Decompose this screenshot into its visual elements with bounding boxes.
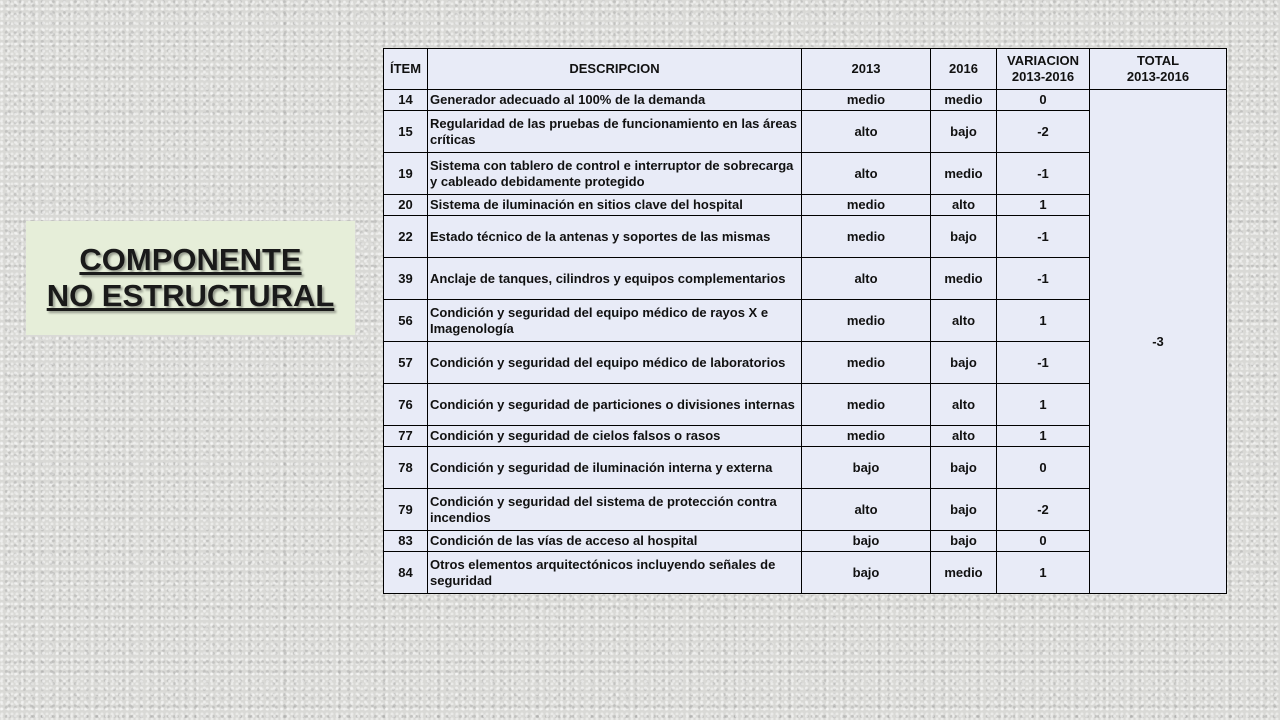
title-line-2: NO ESTRUCTURAL <box>46 278 335 313</box>
row-description: Condición de las vías de acceso al hospital <box>428 531 802 552</box>
row-variation: -2 <box>997 111 1090 153</box>
row-2016: bajo <box>931 216 997 258</box>
row-description: Estado técnico de la antenas y soportes de las mismas <box>428 216 802 258</box>
component-title-box <box>26 221 355 335</box>
row-2016: bajo <box>931 342 997 384</box>
row-description: Generador adecuado al 100% de la demanda <box>428 90 802 111</box>
row-description: Regularidad de las pruebas de funcionamiento en las áreas críticas <box>428 111 802 153</box>
row-variation: 0 <box>997 90 1090 111</box>
row-description: Condición y seguridad del sistema de protección contra incendios <box>428 489 802 531</box>
row-2013: medio <box>802 342 931 384</box>
header-item: ÍTEM <box>384 49 428 90</box>
row-2013: alto <box>802 111 931 153</box>
row-description: Condición y seguridad de cielos falsos o rasos <box>428 426 802 447</box>
row-variation: 0 <box>997 447 1090 489</box>
row-description: Anclaje de tanques, cilindros y equipos complementarios <box>428 258 802 300</box>
row-item: 19 <box>384 153 428 195</box>
row-variation: 0 <box>997 531 1090 552</box>
total-value: -3 <box>1090 90 1227 594</box>
row-variation: 1 <box>997 300 1090 342</box>
row-2013: medio <box>802 195 931 216</box>
row-2013: alto <box>802 489 931 531</box>
row-2013: bajo <box>802 447 931 489</box>
row-item: 84 <box>384 552 428 594</box>
row-description: Condición y seguridad de iluminación interna y externa <box>428 447 802 489</box>
variation-table <box>383 48 1227 594</box>
row-description: Condición y seguridad del equipo médico de laboratorios <box>428 342 802 384</box>
table-header-row <box>384 49 1227 90</box>
row-variation: 1 <box>997 552 1090 594</box>
row-item: 22 <box>384 216 428 258</box>
row-2013: medio <box>802 90 931 111</box>
row-variation: -2 <box>997 489 1090 531</box>
table-row <box>384 90 1227 111</box>
header-total-label: TOTAL <box>1136 53 1180 68</box>
row-2016: bajo <box>931 447 997 489</box>
row-2013: medio <box>802 300 931 342</box>
row-2013: alto <box>802 258 931 300</box>
row-variation: 1 <box>997 384 1090 426</box>
row-description: Otros elementos arquitectónicos incluyendo señales de seguridad <box>428 552 802 594</box>
row-2016: medio <box>931 90 997 111</box>
row-2013: medio <box>802 216 931 258</box>
row-item: 39 <box>384 258 428 300</box>
row-item: 56 <box>384 300 428 342</box>
header-variation-range: 2013-2016 <box>1011 69 1075 84</box>
row-variation: 1 <box>997 195 1090 216</box>
row-item: 78 <box>384 447 428 489</box>
row-description: Condición y seguridad de particiones o divisiones internas <box>428 384 802 426</box>
row-2013: bajo <box>802 552 931 594</box>
row-2016: bajo <box>931 489 997 531</box>
row-item: 79 <box>384 489 428 531</box>
header-2013: 2013 <box>802 49 931 90</box>
row-2016: bajo <box>931 111 997 153</box>
row-2016: alto <box>931 300 997 342</box>
header-description: DESCRIPCION <box>428 49 802 90</box>
row-2016: medio <box>931 153 997 195</box>
row-item: 14 <box>384 90 428 111</box>
header-variation-label: VARIACION <box>1007 53 1079 68</box>
row-description: Sistema de iluminación en sitios clave del hospital <box>428 195 802 216</box>
row-variation: -1 <box>997 342 1090 384</box>
row-item: 76 <box>384 384 428 426</box>
row-2013: medio <box>802 426 931 447</box>
row-2013: bajo <box>802 531 931 552</box>
header-variation <box>997 49 1090 90</box>
row-description: Sistema con tablero de control e interruptor de sobrecarga y cableado debidamente protegido <box>428 153 802 195</box>
row-2016: medio <box>931 258 997 300</box>
row-item: 20 <box>384 195 428 216</box>
row-variation: -1 <box>997 153 1090 195</box>
row-item: 83 <box>384 531 428 552</box>
row-2016: alto <box>931 195 997 216</box>
row-2016: alto <box>931 384 997 426</box>
row-2016: medio <box>931 552 997 594</box>
row-item: 77 <box>384 426 428 447</box>
row-item: 15 <box>384 111 428 153</box>
row-item: 57 <box>384 342 428 384</box>
row-2013: alto <box>802 153 931 195</box>
header-2016: 2016 <box>931 49 997 90</box>
title-line-1: COMPONENTE <box>79 242 302 277</box>
row-description: Condición y seguridad del equipo médico de rayos X e Imagenología <box>428 300 802 342</box>
row-2016: bajo <box>931 531 997 552</box>
row-2016: alto <box>931 426 997 447</box>
row-variation: -1 <box>997 216 1090 258</box>
row-variation: 1 <box>997 426 1090 447</box>
row-2013: medio <box>802 384 931 426</box>
header-total <box>1090 49 1227 90</box>
row-variation: -1 <box>997 258 1090 300</box>
header-total-range: 2013-2016 <box>1126 69 1190 84</box>
